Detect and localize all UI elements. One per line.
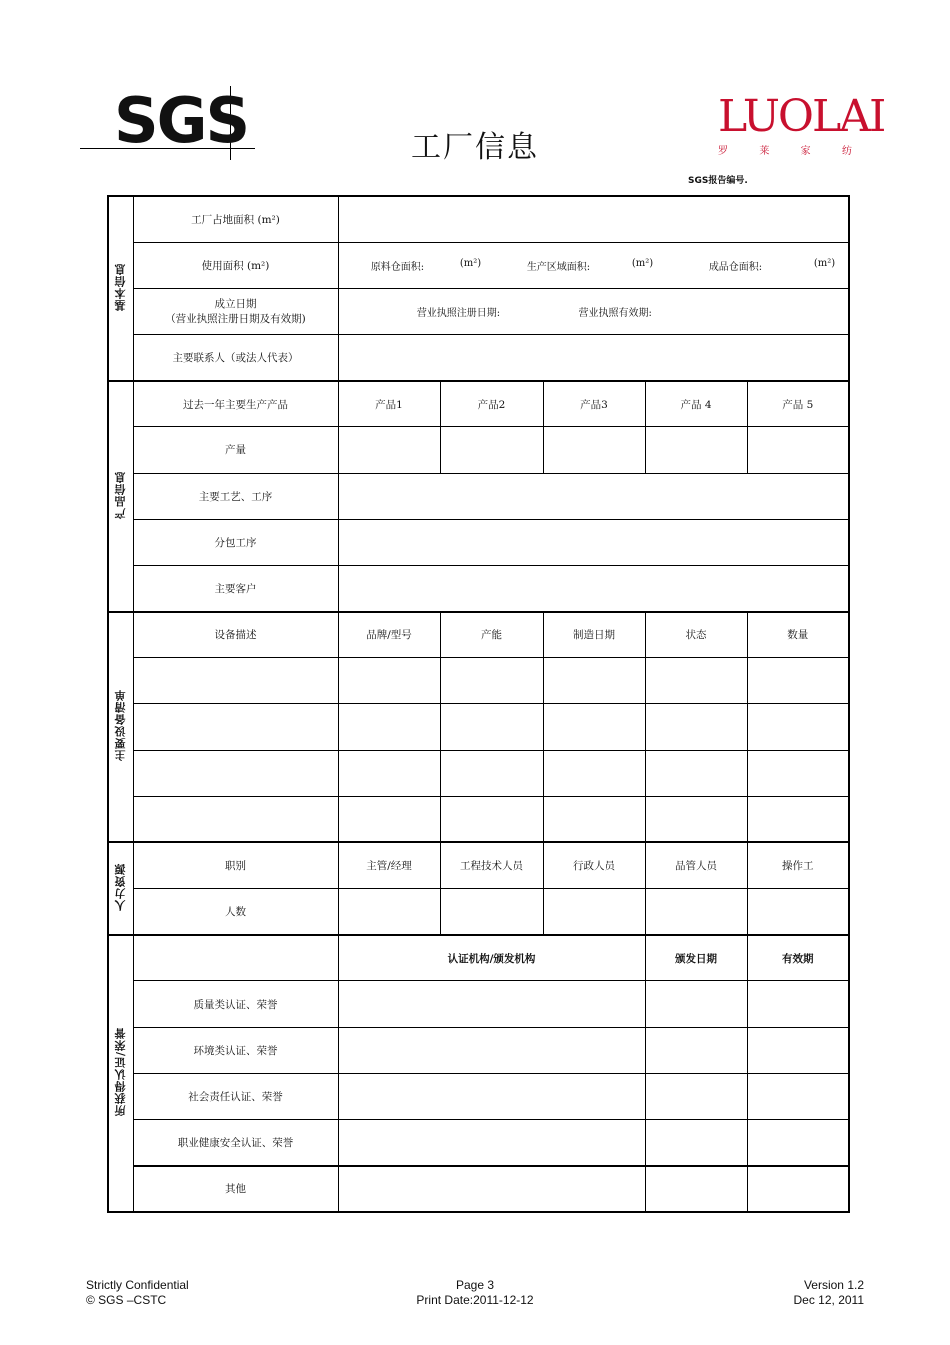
equipment-cell[interactable]: [338, 704, 440, 750]
sgs-logo-text: SGS: [114, 84, 249, 157]
equipment-cell[interactable]: [543, 704, 645, 750]
cert-row: [108, 1119, 849, 1165]
product-header: 产品 5: [747, 381, 849, 427]
cert-row-label: 质量类认证、荣誉: [133, 981, 338, 1027]
equipment-header: 制造日期: [543, 612, 645, 658]
equipment-cell[interactable]: [133, 704, 338, 750]
main-products-label: 过去一年主要生产产品: [133, 381, 338, 427]
section-basic-info: 基本信息: [108, 196, 133, 381]
luolai-char: 纺: [841, 146, 852, 157]
luolai-logo-subtitle: [718, 142, 852, 157]
established-line2: （营业执照注册日期及有效期): [165, 313, 306, 326]
subcontract-field[interactable]: [338, 519, 849, 565]
equipment-header: 设备描述: [133, 612, 338, 658]
used-area-label: 使用面积 (m²): [133, 242, 338, 288]
equipment-cell[interactable]: [440, 704, 543, 750]
cert-row: [108, 1073, 849, 1119]
unit-m2: (m²): [813, 257, 836, 269]
customers-label: 主要客户: [133, 565, 338, 611]
section-product-info: 产品信息: [108, 381, 133, 612]
cert-blank-header: [133, 935, 338, 981]
land-area-label: 工厂占地面积 (m²): [133, 196, 338, 242]
equipment-cell[interactable]: [645, 796, 747, 842]
cert-row-label: 社会责任认证、荣誉: [133, 1073, 338, 1119]
position-header: 品管人员: [645, 842, 747, 888]
luolai-char: 家: [800, 146, 811, 157]
equipment-cell[interactable]: [747, 658, 849, 704]
production-area-label: 生产区域面积:: [526, 261, 591, 273]
position-header: 主管/经理: [338, 842, 440, 888]
cert-issue-date-field[interactable]: [645, 1027, 747, 1073]
headcount-field[interactable]: [645, 889, 747, 935]
equipment-cell[interactable]: [645, 704, 747, 750]
license-valid-label: 营业执照有效期:: [578, 307, 652, 319]
equipment-row: [108, 796, 849, 842]
contact-label: 主要联系人（或法人代表）: [133, 335, 338, 381]
finished-warehouse-label: 成品仓面积:: [708, 261, 763, 273]
subcontract-label: 分包工序: [133, 519, 338, 565]
equipment-header: 产能: [440, 612, 543, 658]
cert-row: [108, 1027, 849, 1073]
cert-issue-date-field[interactable]: [645, 1166, 747, 1212]
process-field[interactable]: [338, 473, 849, 519]
product-header: 产品1: [338, 381, 440, 427]
output-field[interactable]: [440, 427, 543, 473]
established-date-field[interactable]: [338, 288, 849, 334]
cert-authority-field[interactable]: [338, 1119, 645, 1165]
headcount-field[interactable]: [543, 889, 645, 935]
unit-m2: (m²): [631, 257, 654, 269]
luolai-char: 莱: [759, 146, 770, 157]
equipment-cell[interactable]: [543, 796, 645, 842]
headcount-field[interactable]: [338, 889, 440, 935]
output-field[interactable]: [543, 427, 645, 473]
footer-date: Dec 12, 2011: [793, 1293, 864, 1307]
section-hr: 人力资源: [108, 842, 133, 934]
equipment-cell[interactable]: [747, 704, 849, 750]
cert-row: [108, 1166, 849, 1212]
output-label: 产量: [133, 427, 338, 473]
page-title: 工厂信息: [411, 130, 539, 165]
product-header: 产品 4: [645, 381, 747, 427]
section-certifications: 所获得认证/荣誉: [108, 935, 133, 1212]
equipment-cell[interactable]: [338, 796, 440, 842]
position-label: 职别: [133, 842, 338, 888]
footer-copyright: © SGS –CSTC: [86, 1293, 167, 1307]
cert-validity-field[interactable]: [747, 1027, 849, 1073]
cert-issue-date-field[interactable]: [645, 1073, 747, 1119]
equipment-cell[interactable]: [747, 750, 849, 796]
equipment-cell[interactable]: [543, 658, 645, 704]
cert-issue-date-field[interactable]: [645, 1119, 747, 1165]
equipment-cell[interactable]: [440, 796, 543, 842]
cert-validity-field[interactable]: [747, 1166, 849, 1212]
cert-validity-header: 有效期: [747, 935, 849, 981]
headcount-label: 人数: [133, 889, 338, 935]
equipment-row: [108, 704, 849, 750]
license-reg-date-label: 营业执照注册日期:: [416, 307, 501, 319]
cert-authority-field[interactable]: [338, 1073, 645, 1119]
cert-authority-field[interactable]: [338, 1166, 645, 1212]
equipment-cell[interactable]: [133, 796, 338, 842]
established-date-label: [133, 288, 338, 334]
factory-info-form: [107, 195, 850, 1213]
equipment-cell[interactable]: [440, 658, 543, 704]
cert-issue-date-header: 颁发日期: [645, 935, 747, 981]
land-area-field[interactable]: [338, 196, 849, 242]
established-line1: 成立日期: [214, 298, 257, 311]
equipment-cell[interactable]: [543, 750, 645, 796]
process-label: 主要工艺、工序: [133, 473, 338, 519]
equipment-row: [108, 658, 849, 704]
cert-row: [108, 981, 849, 1027]
luolai-logo-word: LUOLAI: [718, 91, 885, 142]
output-field[interactable]: [747, 427, 849, 473]
equipment-header: 品牌/型号: [338, 612, 440, 658]
contact-field[interactable]: [338, 335, 849, 381]
position-header: 工程技术人员: [440, 842, 543, 888]
luolai-char: 罗: [718, 146, 728, 157]
section-equipment: 主要设备清单: [108, 612, 133, 843]
equipment-cell[interactable]: [133, 658, 338, 704]
equipment-header: 状态: [645, 612, 747, 658]
unit-m2: (m²): [459, 257, 482, 269]
cert-row-label: 职业健康安全认证、荣誉: [133, 1119, 338, 1165]
luolai-logo: [718, 91, 885, 157]
equipment-cell[interactable]: [645, 750, 747, 796]
cert-validity-field[interactable]: [747, 1119, 849, 1165]
equipment-row: [108, 750, 849, 796]
equipment-cell[interactable]: [338, 658, 440, 704]
position-header: 操作工: [747, 842, 849, 888]
equipment-cell[interactable]: [645, 658, 747, 704]
footer-version: Version 1.2: [803, 1278, 864, 1292]
equipment-cell[interactable]: [338, 750, 440, 796]
footer-right: [794, 1278, 865, 1308]
footer-page-number: Page 3: [455, 1278, 495, 1292]
equipment-cell[interactable]: [440, 750, 543, 796]
footer-center: [350, 1278, 600, 1308]
headcount-field[interactable]: [747, 889, 849, 935]
cert-authority-field[interactable]: [338, 1027, 645, 1073]
raw-warehouse-label: 原料仓面积:: [370, 261, 425, 273]
customers-field[interactable]: [338, 565, 849, 611]
equipment-cell[interactable]: [747, 796, 849, 842]
headcount-field[interactable]: [440, 889, 543, 935]
cert-validity-field[interactable]: [747, 1073, 849, 1119]
product-header: 产品2: [440, 381, 543, 427]
cert-validity-field[interactable]: [747, 981, 849, 1027]
footer-confidential: Strictly Confidential: [86, 1278, 189, 1292]
footer-print-date: Print Date:2011-12-12: [416, 1293, 534, 1307]
cert-issue-date-field[interactable]: [645, 981, 747, 1027]
cert-authority-header: 认证机构/颁发机构: [338, 935, 645, 981]
output-field[interactable]: [338, 427, 440, 473]
equipment-header: 数量: [747, 612, 849, 658]
footer-left: [86, 1278, 189, 1308]
product-header: 产品3: [543, 381, 645, 427]
used-area-field[interactable]: [338, 242, 849, 288]
position-header: 行政人员: [543, 842, 645, 888]
report-number-label: SGS报告编号.: [688, 176, 748, 186]
output-field[interactable]: [645, 427, 747, 473]
equipment-cell[interactable]: [133, 750, 338, 796]
cert-row-label: 其他: [133, 1166, 338, 1212]
cert-row-label: 环境类认证、荣誉: [133, 1027, 338, 1073]
cert-authority-field[interactable]: [338, 981, 645, 1027]
